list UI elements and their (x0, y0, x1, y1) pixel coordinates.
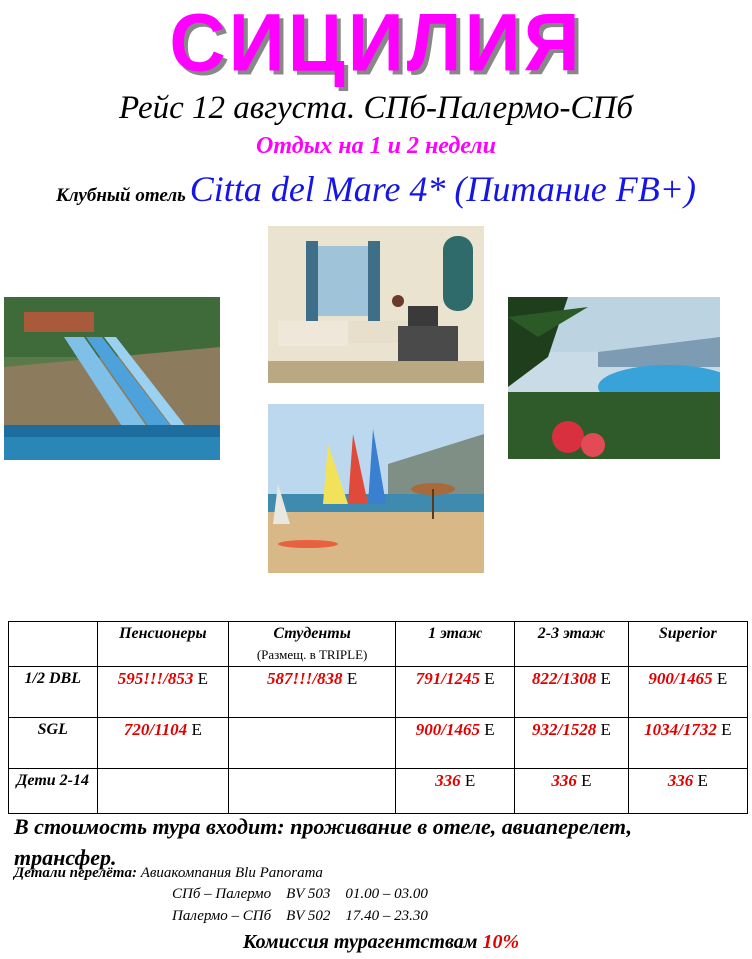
table-header-cell: 1 этаж (395, 622, 514, 667)
beach-sailboats-photo (268, 404, 484, 573)
row-label: 1/2 DBL (9, 667, 98, 718)
row-label: Дети 2-14 (9, 769, 98, 814)
price-cell: 336 E (628, 769, 747, 814)
price-cell: 720/1104 E (97, 718, 229, 769)
price-cell: 900/1465 E (628, 667, 747, 718)
table-header-cell: Пенсионеры (97, 622, 229, 667)
table-row (9, 667, 748, 718)
agency-commission (0, 931, 752, 954)
table-header-row (9, 622, 748, 667)
price-cell: 587!!!/838 E (229, 667, 396, 718)
price-table (8, 621, 748, 814)
price-cell (229, 718, 396, 769)
waterslides-photo (4, 297, 220, 460)
price-cell: 822/1308 E (515, 667, 628, 718)
price-cell: 336 E (395, 769, 514, 814)
price-cell: 791/1245 E (395, 667, 514, 718)
hotel-name: Citta del Mare 4* (Питание FB+) (189, 169, 696, 209)
airline: Авиакомпания Blu Panorama (140, 865, 323, 881)
tour-includes: В стоимость тура входит: проживание в отеле, авиаперелет, трансфер. (14, 814, 633, 870)
commission-value: 10% (482, 931, 520, 953)
table-header-cell (9, 622, 98, 667)
hotel-line (0, 168, 752, 210)
price-cell: 900/1465 E (395, 718, 514, 769)
price-cell: 932/1528 E (515, 718, 628, 769)
commission-text: Комиссия турагентствам (242, 931, 483, 953)
flight-label: Детали перелёта: (14, 865, 137, 881)
flight-details (14, 862, 323, 884)
students-header: Студенты (273, 625, 351, 642)
table-header-cell (229, 622, 396, 667)
flight-subtitle: Рейс 12 августа. СПб-Палермо-СПб (119, 90, 633, 126)
students-note: (Размещ. в TRIPLE) (256, 647, 368, 662)
hotel-prefix: Клубный отель (56, 185, 186, 206)
flight-leg-outbound: СПб – Палермо BV 503 01.00 – 03.00 (172, 886, 428, 902)
table-row (9, 769, 748, 814)
price-cell: 1034/1732 E (628, 718, 747, 769)
price-cell (97, 769, 229, 814)
price-cell (229, 769, 396, 814)
hotel-room-photo (268, 226, 484, 383)
flight-leg-return: Палермо – СПб BV 502 17.40 – 23.30 (172, 908, 428, 924)
row-label: SGL (9, 718, 98, 769)
page-title: СИЦИЛИЯ (169, 0, 583, 89)
table-header-cell: 2-3 этаж (515, 622, 628, 667)
price-cell: 336 E (515, 769, 628, 814)
table-header-cell: Superior (628, 622, 747, 667)
pool-photo (508, 297, 720, 459)
table-row (9, 718, 748, 769)
rest-duration: Отдых на 1 и 2 недели (256, 133, 496, 159)
price-cell: 595!!!/853 E (97, 667, 229, 718)
